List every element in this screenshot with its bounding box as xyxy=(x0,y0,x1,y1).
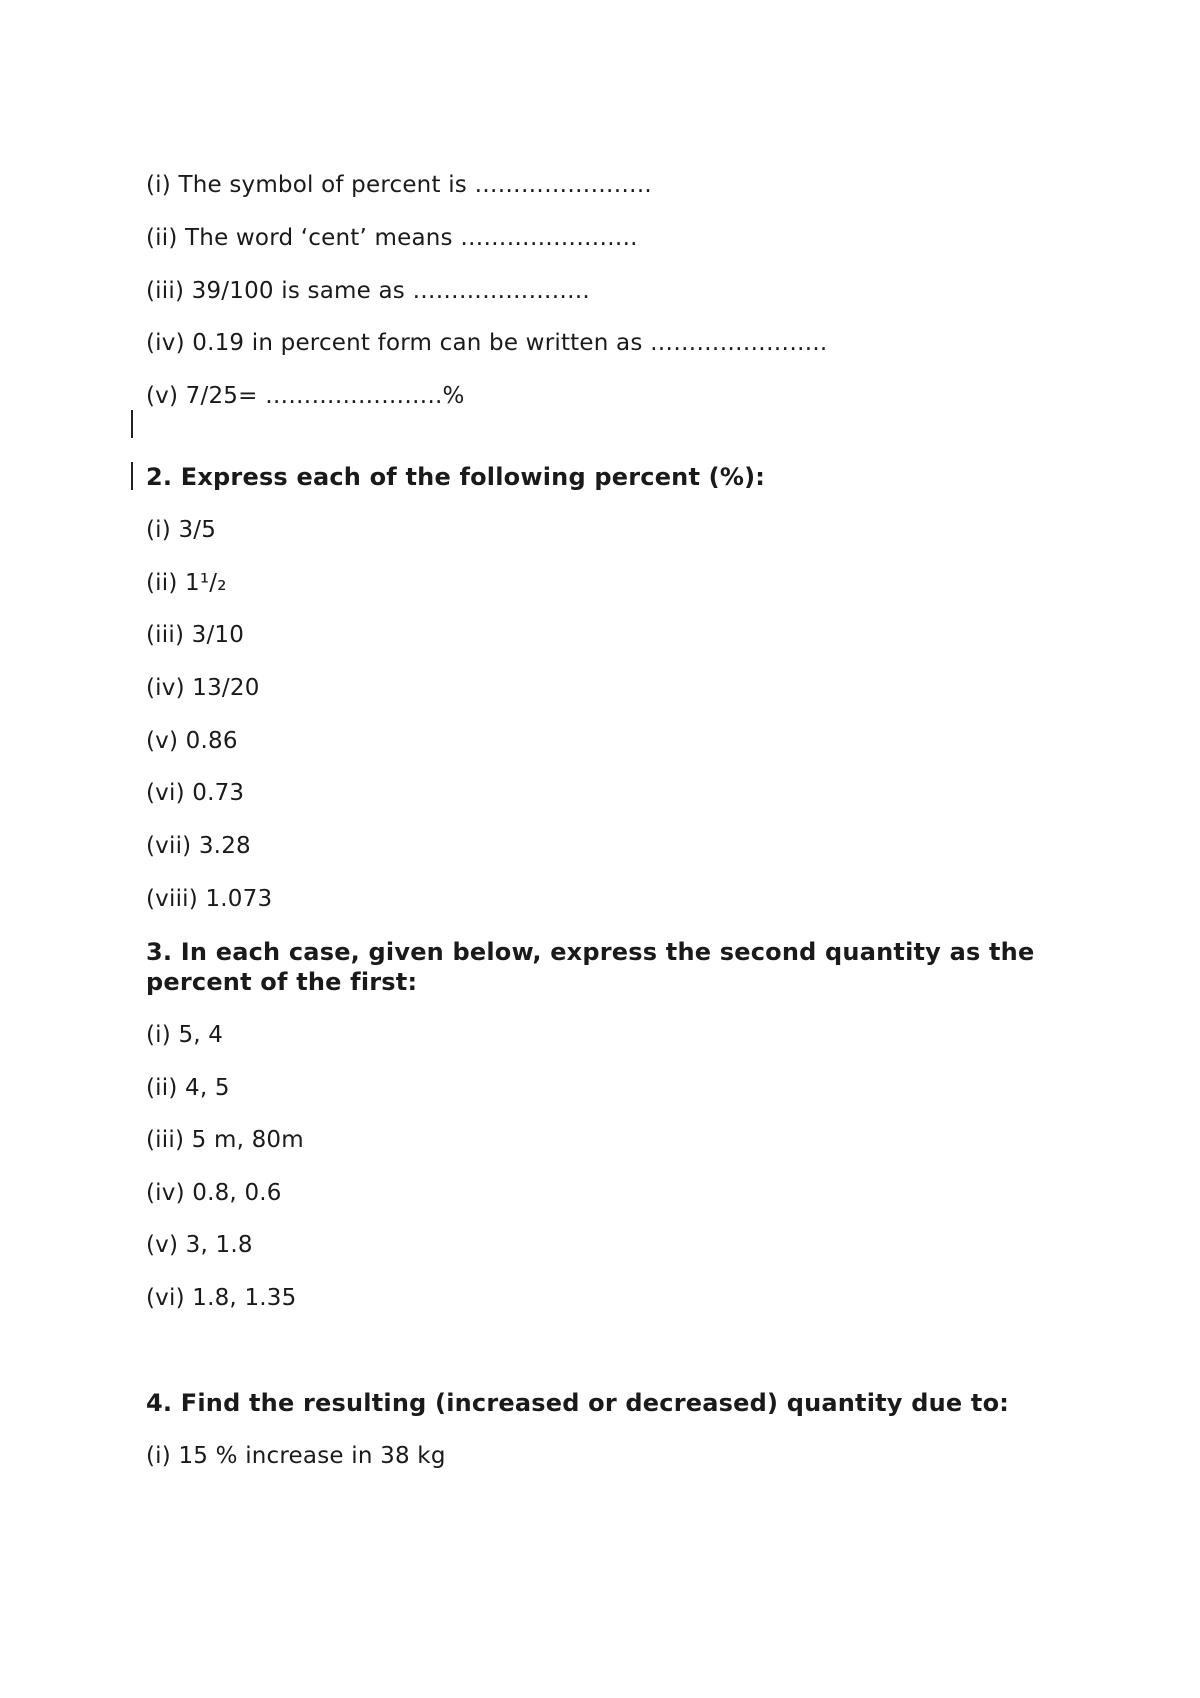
question-heading: 2. Express each of the following percent (%): xyxy=(146,463,766,491)
question-item: (iii) 3/10 xyxy=(146,622,245,648)
question-item: (i) 3/5 xyxy=(146,517,217,543)
fill-blank-item: (v) 7/25= …………………..% xyxy=(146,383,465,409)
question-item: (v) 3, 1.8 xyxy=(146,1232,253,1258)
question-item: (viii) 1.073 xyxy=(146,886,273,912)
question-item: (iii) 5 m, 80m xyxy=(146,1127,304,1153)
question-item: (vi) 1.8, 1.35 xyxy=(146,1285,297,1311)
question-item: (vii) 3.28 xyxy=(146,833,251,859)
change-bar xyxy=(131,410,133,438)
fill-blank-item: (i) The symbol of percent is ………………….. xyxy=(146,172,652,198)
question-item: (v) 0.86 xyxy=(146,728,238,754)
fill-blank-item: (iii) 39/100 is same as ………………….. xyxy=(146,278,590,304)
question-item: (iv) 13/20 xyxy=(146,675,260,701)
change-bar xyxy=(131,462,133,490)
question-heading: 3. In each case, given below, express the second quantity as the percent of the first: xyxy=(146,938,1035,996)
question-item: (iv) 0.8, 0.6 xyxy=(146,1180,282,1206)
question-item: (ii) 4, 5 xyxy=(146,1075,230,1101)
fill-blank-item: (ii) The word ‘cent’ means ………………….. xyxy=(146,225,638,251)
question-item: (ii) 1¹/₂ xyxy=(146,570,227,596)
fill-blank-item: (iv) 0.19 in percent form can be written as ………………….. xyxy=(146,330,828,356)
question-item: (i) 5, 4 xyxy=(146,1022,224,1048)
question-heading: 4. Find the resulting (increased or decreased) quantity due to: xyxy=(146,1389,1010,1417)
question-item: (vi) 0.73 xyxy=(146,780,245,806)
question-item: (i) 15 % increase in 38 kg xyxy=(146,1443,446,1469)
